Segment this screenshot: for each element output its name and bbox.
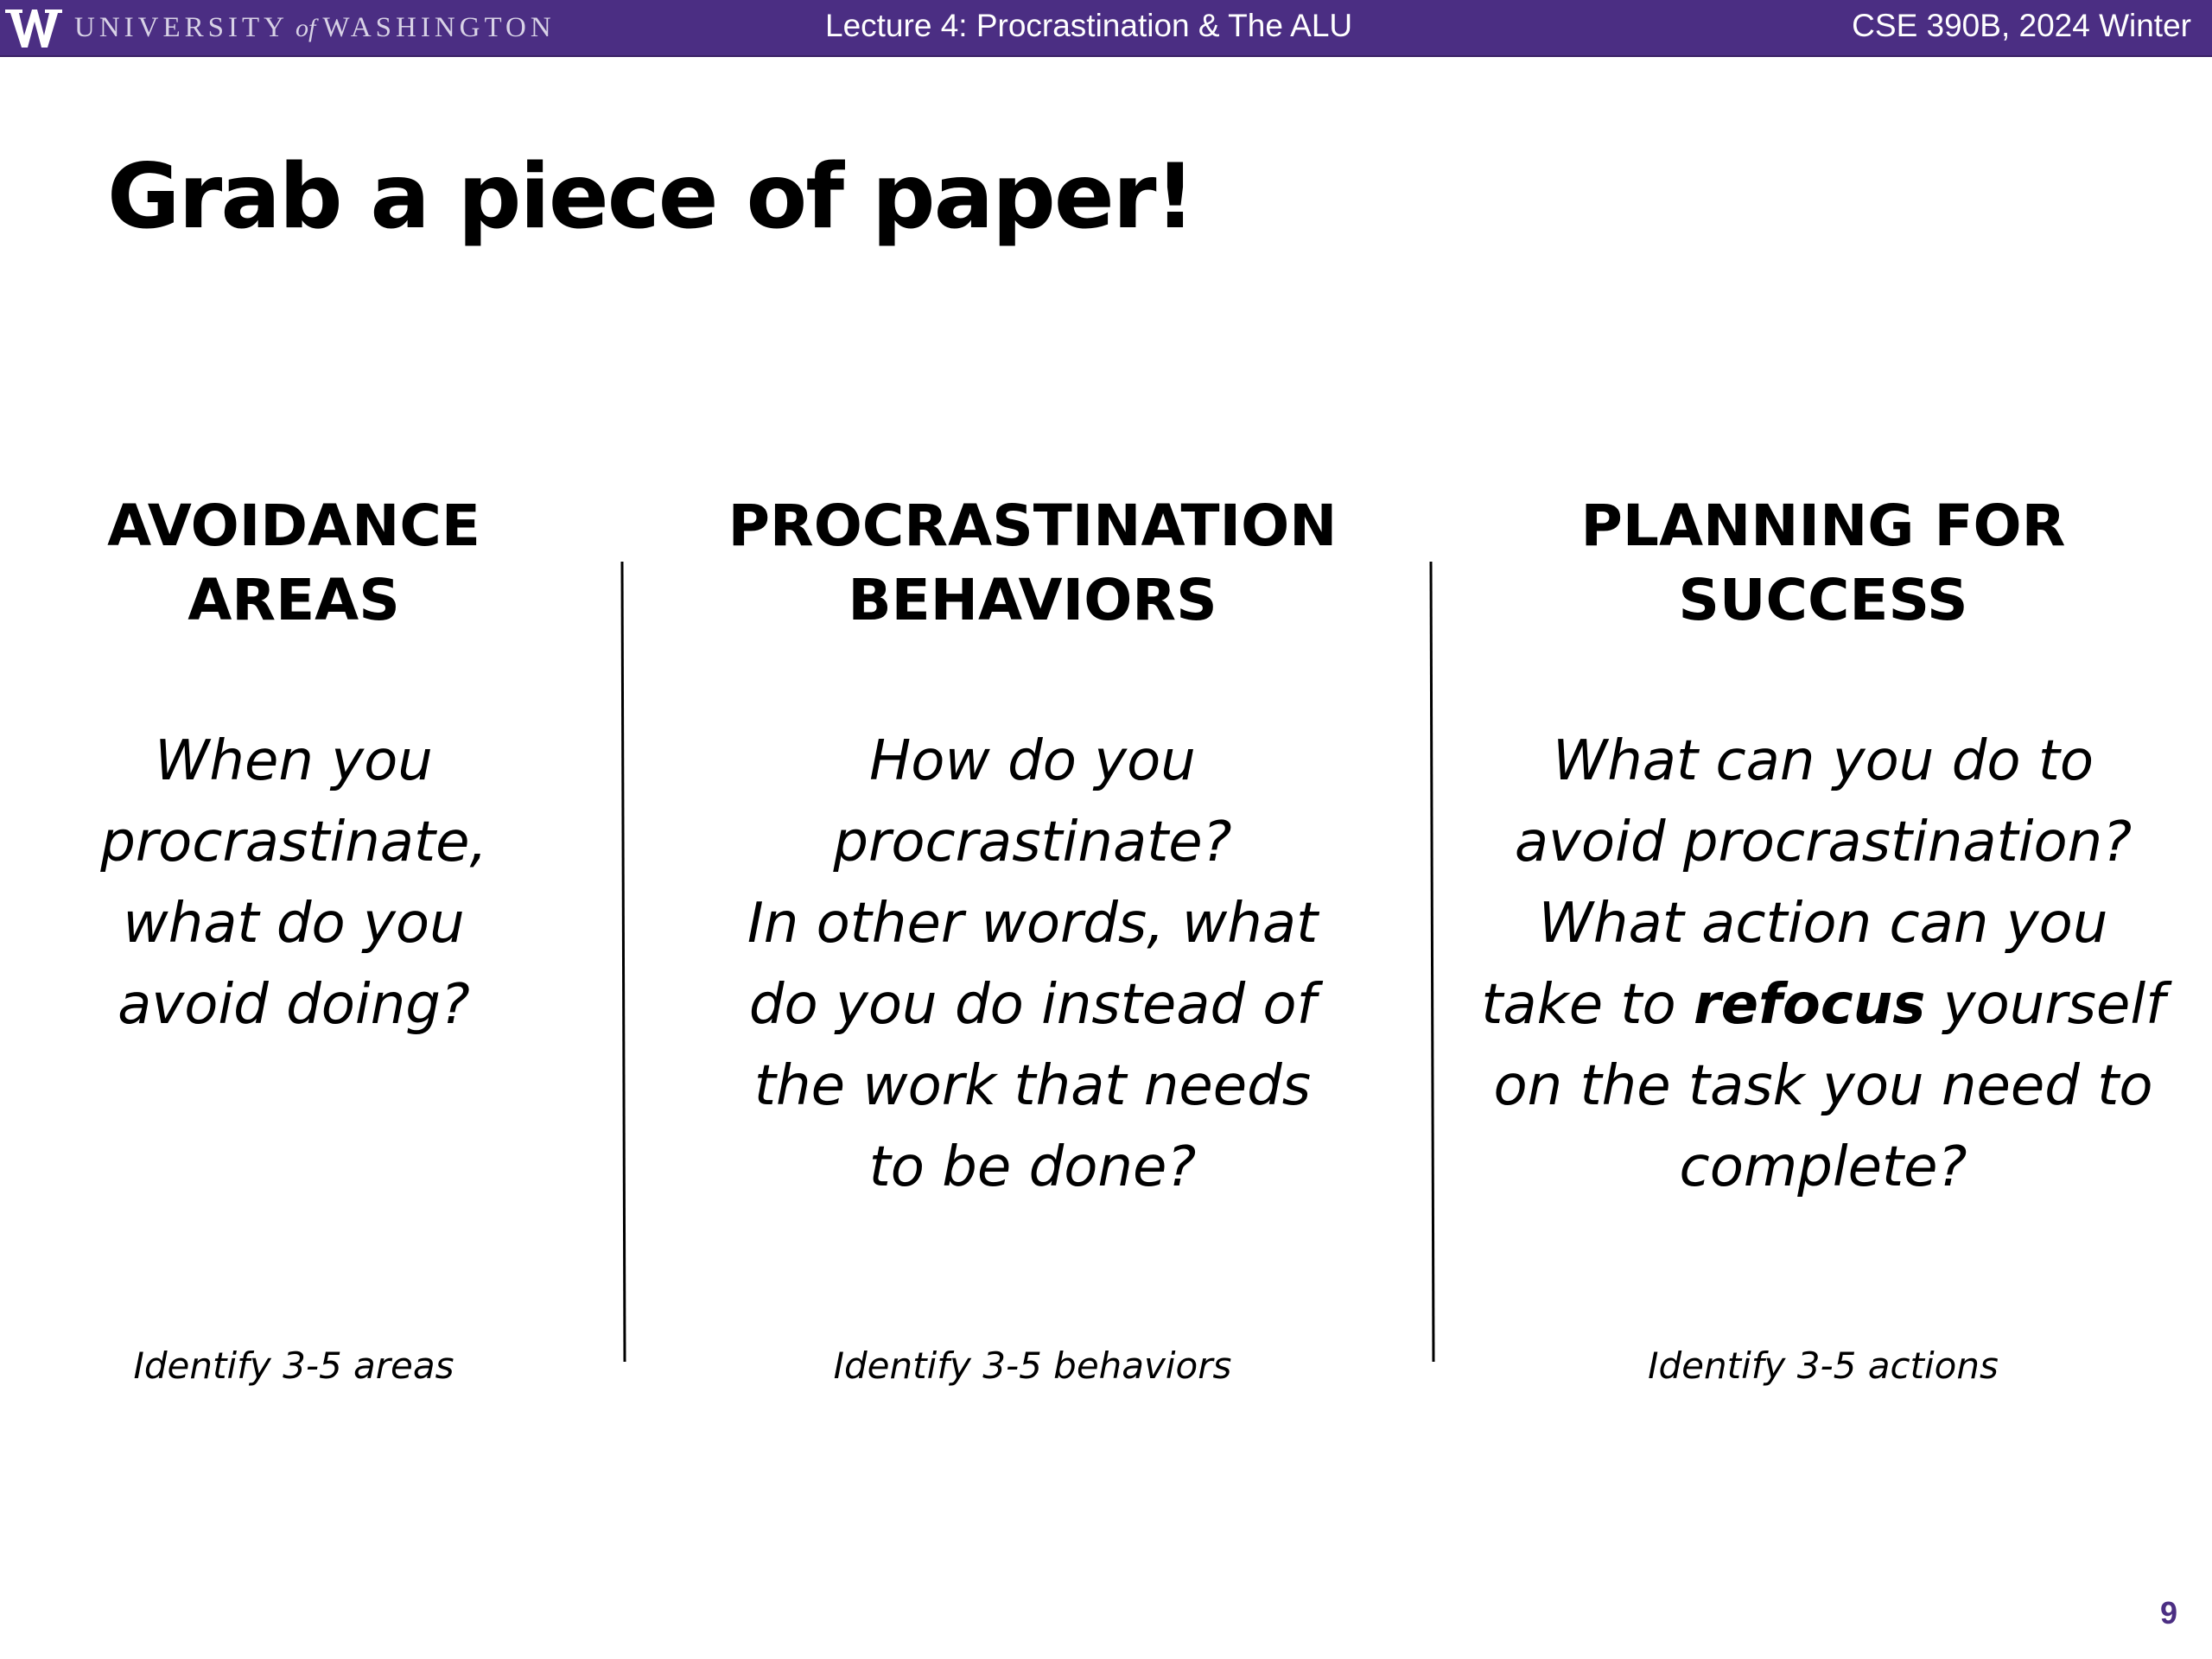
question-line xyxy=(1481,973,2164,1037)
column-avoidance-areas xyxy=(69,489,518,1387)
column-heading xyxy=(1478,489,2169,638)
slide-title: Grab a piece of paper! xyxy=(107,145,1194,249)
heading-line: BEHAVIORS xyxy=(848,567,1217,633)
question-line: do you do instead of xyxy=(748,973,1317,1037)
column-divider xyxy=(619,562,629,1365)
heading-line: AREAS xyxy=(188,567,400,633)
column-divider xyxy=(1427,562,1438,1365)
page-number: 9 xyxy=(2159,1595,2177,1630)
question-line: on the task you need to xyxy=(1493,1054,2153,1118)
question-line: what do you xyxy=(123,892,465,956)
question-line: What can you do to xyxy=(1552,729,2094,793)
question-line: avoid procrastination? xyxy=(1514,810,2133,874)
uw-w-logo-icon xyxy=(5,6,62,49)
uw-logo xyxy=(5,5,556,50)
column-question xyxy=(69,721,518,1046)
question-text: yourself xyxy=(1925,973,2165,1037)
course-label: CSE 390B, 2024 Winter xyxy=(1852,8,2191,43)
heading-line: PROCRASTINATION xyxy=(728,493,1338,559)
question-line: How do you xyxy=(869,729,1196,793)
heading-line: AVOIDANCE xyxy=(107,493,480,559)
header-bar xyxy=(0,0,2212,57)
question-line: to be done? xyxy=(868,1135,1197,1199)
column-question xyxy=(1478,721,2169,1208)
column-footer: Identify 3-5 behaviors xyxy=(833,1344,1232,1387)
column-heading xyxy=(69,489,518,638)
wordmark-washington: WASHINGTON xyxy=(322,11,556,43)
question-line: What action can you xyxy=(1538,892,2108,956)
question-line: the work that needs xyxy=(753,1054,1312,1118)
heading-line: PLANNING FOR xyxy=(1580,493,2066,559)
question-line: avoid doing? xyxy=(118,973,470,1037)
column-footer: Identify 3-5 actions xyxy=(1648,1344,1999,1387)
lecture-title: Lecture 4: Procrastination & The ALU xyxy=(825,8,1353,43)
column-planning-for-success xyxy=(1478,489,2169,1387)
wordmark-of: of xyxy=(295,13,316,42)
question-line: When you xyxy=(155,729,433,793)
wordmark-university: UNIVERSITY xyxy=(74,11,289,43)
heading-line: SUCCESS xyxy=(1678,567,1968,633)
column-heading xyxy=(687,489,1378,638)
question-line: complete? xyxy=(1679,1135,1967,1199)
column-footer: Identify 3-5 areas xyxy=(133,1344,454,1387)
uw-wordmark xyxy=(74,12,556,44)
question-line: In other words, what xyxy=(747,892,1319,956)
question-text: take to xyxy=(1481,973,1694,1037)
column-question xyxy=(687,721,1378,1208)
emphasis-refocus: refocus xyxy=(1694,973,1926,1037)
question-line: procrastinate, xyxy=(100,810,487,874)
column-procrastination-behaviors xyxy=(687,489,1378,1387)
question-line: procrastinate? xyxy=(833,810,1232,874)
